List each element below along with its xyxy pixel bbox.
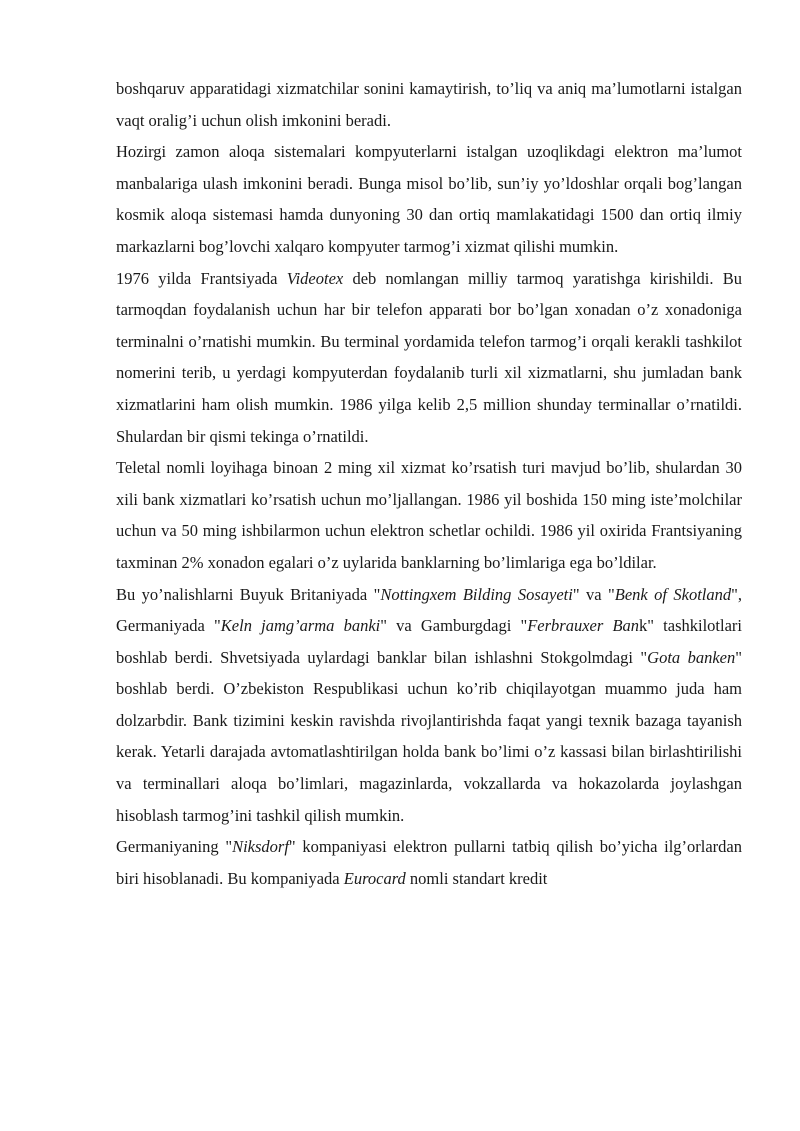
italic-term: Gota banken — [647, 647, 736, 667]
text-segment: 1976 yilda Frantsiyada — [116, 268, 287, 288]
text-segment: " kompaniyasi elektron pullarni tatbiq qilish bo’yicha ilg’orlardan biri hisoblanadi. Bu kompaniyada — [116, 837, 743, 888]
paragraph-1 — [116, 73, 742, 136]
italic-term: Nottingxem Bilding Sosayeti — [380, 584, 573, 604]
text-segment: Hozirgi zamon aloqa sistemalari kompyuterlarni istalgan uzoqlikdagi elektron ma’lumot manbalariga ulash imkonini beradi. Bunga misol bo’lib, sun’iy yo’ldoshlar orqali bog’langan kosmik aloqa sistemasi hamda dunyoning 30 dan ortiq mamlakatidagi 1500 dan ortiq ilmiy markazlarni bog’lovchi xalqaro kompyuter tarmog’i xizmat qilishi mumkin. — [116, 142, 742, 256]
italic-term: Ferbrauxer Ban — [527, 616, 640, 636]
paragraph-5 — [116, 579, 742, 832]
text-segment: nomli standart kredit — [405, 868, 548, 888]
text-segment: Teletal nomli loyihaga binoan 2 ming xil xizmat ko’rsatish turi mavjud bo’lib, shulardan 30 xili bank xizmatlari ko’rsatish uchun mo’ljallangan. 1986 yil boshida 150 ming iste’molchilar uchun va 50 ming ishbilarmon uchun elektron schetlar ochildi. 1986 yil oxirida Frantsiyaning taxminan 2% xonadon egalari o’z uylarida banklarning bo’limlariga ega bo’ldilar. — [116, 458, 742, 572]
text-segment: " va " — [572, 584, 615, 604]
text-segment: " boshlab berdi. O’zbekiston Respublikasi uchun ko’rib chiqilayotgan muammo juda ham dolzarbdir. Bank tizimini keskin ravishda rivojlantirishda faqat yangi texnik bazaga tayanish kerak. Yetarli darajada avtomatlashtirilgan holda bank bo’limi o’z kassasi bilan birlashtirilishi va terminallari aloqa bo’limlari, magazinlarda, vokzallarda va hokazolarda joylashgan hisoblash tarmog’ini tashkil qilish mumkin. — [116, 647, 742, 825]
paragraph-6 — [116, 831, 742, 894]
document-page — [116, 73, 742, 894]
text-segment: " va Gamburgdagi " — [380, 616, 528, 636]
text-segment: ", Germaniyada " — [116, 584, 743, 636]
paragraph-2 — [116, 136, 742, 262]
italic-term: Benk of Skotland — [614, 584, 732, 604]
italic-term: Videotex — [286, 268, 344, 288]
italic-term: Eurocard — [343, 868, 406, 888]
paragraph-3 — [116, 263, 742, 453]
paragraph-4 — [116, 452, 742, 578]
text-segment: deb nomlangan milliy tarmoq yaratishga kirishildi. Bu tarmoqdan foydalanish uchun har bir telefon apparati bor bo’lgan xonadan o’z xonadoniga terminalni o’rnatishi mumkin. Bu terminal yordamida telefon tarmog’i orqali kerakli tashkilot nomerini terib, u yerdagi kompyuterdan foydalanib turli xil xizmatlarni, shu jumladan bank xizmatlarini ham olish mumkin. 1986 yilga kelib 2,5 million shunday terminallar o’rnatildi. Shulardan bir qismi tekinga o’rnatildi. — [116, 268, 742, 446]
text-segment: boshqaruv apparatidagi xizmatchilar sonini kamaytirish, to’liq va aniq ma’lumotlarni istalgan vaqt oralig’i uchun olish imkonini beradi. — [116, 79, 742, 130]
text-segment: Germaniyaning " — [116, 837, 233, 857]
italic-term: Keln jamg’arma banki — [220, 616, 381, 636]
italic-term: Niksdorf — [232, 837, 289, 857]
text-segment: k" tashkilotlari boshlab berdi. Shvetsiyada uylardagi banklar bilan ishlashni Stokgolmdagi " — [116, 616, 742, 667]
text-segment: Bu yo’nalishlarni Buyuk Britaniyada " — [116, 584, 381, 604]
